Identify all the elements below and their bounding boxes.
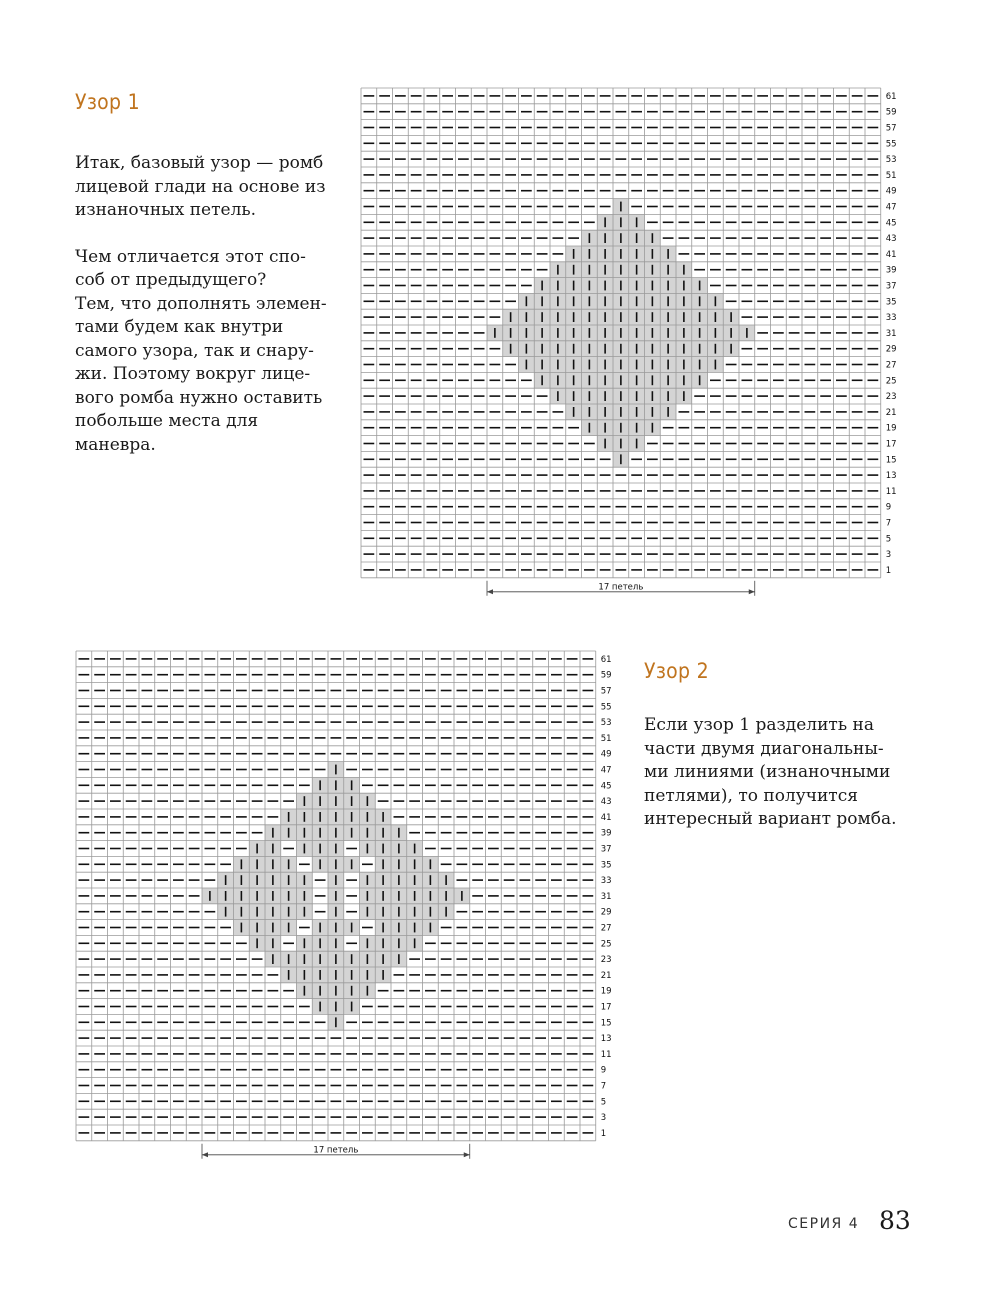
pattern2-row-number: 53: [600, 718, 612, 729]
pattern1-row-number: 45: [885, 218, 897, 229]
pattern2-row-number: 7: [600, 1081, 607, 1092]
pattern1-row-number: 41: [885, 249, 897, 260]
series-label: СЕРИЯ 4: [788, 1216, 860, 1232]
pattern2-row-number: 39: [600, 828, 612, 839]
pattern2-row-number: 17: [600, 1002, 612, 1013]
pattern1-span-arrow: [487, 589, 493, 594]
pattern2-row-number: 37: [600, 844, 612, 855]
pattern1-row-number: 27: [885, 360, 897, 371]
pattern1-row-number: 17: [885, 439, 897, 450]
pattern2-row-number: 21: [600, 970, 612, 981]
pattern1-chart: [360, 87, 905, 597]
pattern1-row-number: 37: [885, 281, 897, 292]
pattern1-row-number: 1: [885, 565, 892, 576]
pattern1-row-number: 39: [885, 265, 897, 276]
pattern2-row-number: 15: [600, 1018, 612, 1029]
pattern1-row-number: 61: [885, 91, 897, 102]
pattern1-row-number: 13: [885, 471, 897, 482]
pattern1-row-number: 31: [885, 328, 897, 339]
pattern2-row-number: 51: [600, 733, 612, 744]
pattern2-row-number: 23: [600, 955, 612, 966]
pattern2-row-number: 49: [600, 749, 612, 760]
pattern1-paragraph-1: Итак, базовый узор — ромб лицевой глади на основе из изнаночных петель.: [75, 153, 326, 220]
pattern1-row-number: 5: [885, 534, 892, 545]
pattern1-row-number: 21: [885, 407, 897, 418]
pattern1-row-number: 51: [885, 170, 897, 181]
pattern1-paragraph-2: Чем отличается этот спо- соб от предыдущего? Тем, что дополнять элемен- тами будем как внутри самого узора, так и снару- жи. Поэтому вокруг лице- вого ромба нужно оставить побольше места для маневра.: [75, 246, 327, 455]
pattern1-description: [75, 152, 340, 457]
pattern1-heading: Узор 1: [75, 90, 140, 114]
pattern2-row-number: 13: [600, 1034, 612, 1045]
pattern2-description: [644, 714, 899, 832]
pattern2-row-number: 27: [600, 923, 612, 934]
pattern1-row-number: 7: [885, 518, 892, 529]
pattern1-row-number: 19: [885, 423, 897, 434]
pattern1-row-number: 29: [885, 344, 897, 355]
pattern1-row-number: 53: [885, 155, 897, 166]
pattern1-row-number: 15: [885, 455, 897, 466]
pattern2-row-number: 19: [600, 986, 612, 997]
page-number: 83: [879, 1206, 911, 1235]
pattern1-row-number: 43: [885, 234, 897, 245]
pattern2-row-number: 41: [600, 812, 612, 823]
pattern2-row-number: 33: [600, 876, 612, 887]
pattern1-row-number: 25: [885, 376, 897, 387]
pattern2-row-number: 35: [600, 860, 612, 871]
pattern1-row-number: 11: [885, 486, 897, 497]
pattern2-row-number: 59: [600, 670, 612, 681]
pattern2-row-number: 29: [600, 907, 612, 918]
pattern1-row-number: 47: [885, 202, 897, 213]
pattern1-row-number: 59: [885, 107, 897, 118]
pattern2-row-number: 57: [600, 686, 612, 697]
pattern2-row-number: 61: [600, 654, 612, 665]
pattern2-span-arrow: [464, 1152, 470, 1157]
pattern1-row-number: 49: [885, 186, 897, 197]
pattern1-row-number: 35: [885, 297, 897, 308]
pattern1-span-arrow: [749, 589, 755, 594]
pattern2-row-number: 5: [600, 1097, 607, 1108]
pattern2-row-number: 43: [600, 797, 612, 808]
pattern2-span-arrow: [202, 1152, 208, 1157]
pattern1-row-number: 57: [885, 123, 897, 134]
pattern1-row-number: 9: [885, 502, 892, 513]
pattern1-span-label: 17 петель: [598, 582, 644, 593]
pattern1-row-number: 33: [885, 313, 897, 324]
pattern2-row-number: 11: [600, 1049, 612, 1060]
pattern2-span-label: 17 петель: [313, 1145, 359, 1156]
pattern2-paragraph-1: Если узор 1 разделить на части двумя диагональны-ми линиями (изнаночными петлями), то получится интересный вариант ромба.: [644, 715, 897, 829]
pattern2-row-number: 47: [600, 765, 612, 776]
pattern2-chart: [75, 650, 620, 1160]
pattern2-row-number: 45: [600, 781, 612, 792]
pattern1-row-number: 23: [885, 392, 897, 403]
pattern1-row-number: 55: [885, 139, 897, 150]
pattern1-row-number: 3: [885, 550, 892, 561]
pattern2-heading: Узор 2: [644, 659, 709, 683]
pattern2-row-number: 1: [600, 1128, 607, 1139]
pattern2-row-number: 9: [600, 1065, 607, 1076]
pattern2-row-number: 55: [600, 702, 612, 713]
pattern2-row-number: 31: [600, 891, 612, 902]
pattern2-row-number: 25: [600, 939, 612, 950]
pattern2-row-number: 3: [600, 1113, 607, 1124]
